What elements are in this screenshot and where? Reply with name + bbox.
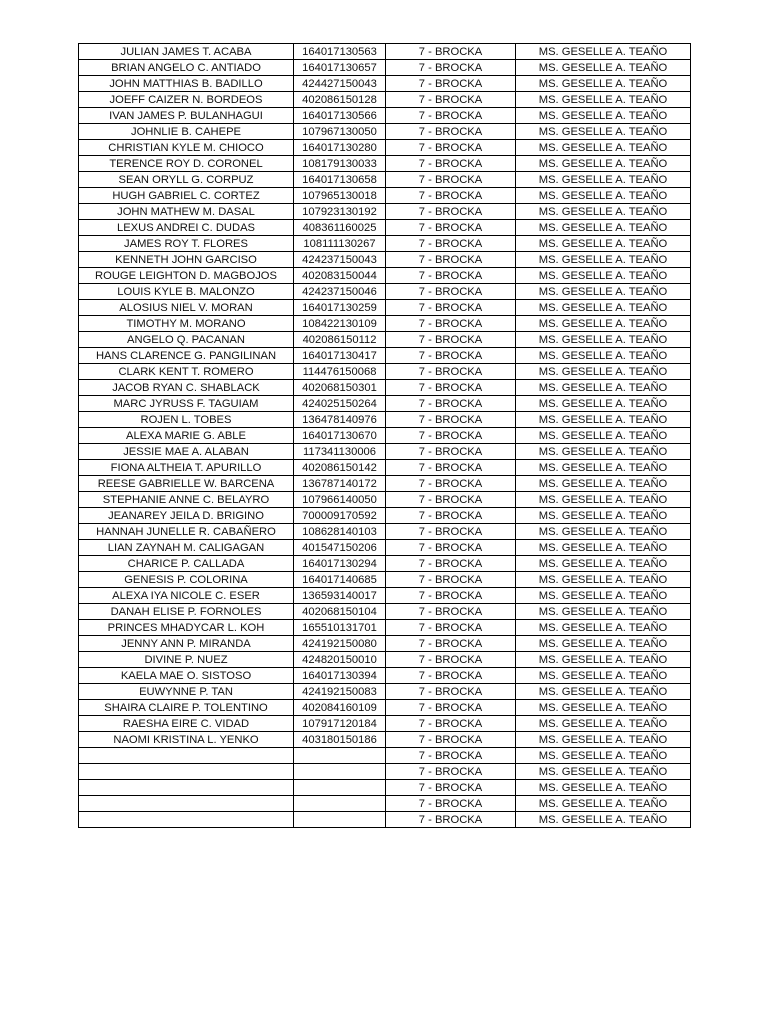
- section-cell: 7 - BROCKA: [386, 284, 516, 300]
- lrn-cell: 402086150128: [294, 92, 386, 108]
- lrn-cell: 402068150301: [294, 380, 386, 396]
- student-name-cell: HUGH GABRIEL C. CORTEZ: [79, 188, 294, 204]
- adviser-cell: MS. GESELLE A. TEAÑO: [516, 252, 691, 268]
- lrn-cell: 136478140976: [294, 412, 386, 428]
- adviser-cell: MS. GESELLE A. TEAÑO: [516, 60, 691, 76]
- adviser-cell: MS. GESELLE A. TEAÑO: [516, 588, 691, 604]
- table-row: [79, 236, 691, 252]
- student-name-cell: TIMOTHY M. MORANO: [79, 316, 294, 332]
- lrn-cell: 117341130006: [294, 444, 386, 460]
- section-cell: 7 - BROCKA: [386, 332, 516, 348]
- student-name-cell: ALEXA IYA NICOLE C. ESER: [79, 588, 294, 604]
- adviser-cell: MS. GESELLE A. TEAÑO: [516, 220, 691, 236]
- adviser-cell: MS. GESELLE A. TEAÑO: [516, 300, 691, 316]
- student-name-cell: JACOB RYAN C. SHABLACK: [79, 380, 294, 396]
- student-name-cell: LOUIS KYLE B. MALONZO: [79, 284, 294, 300]
- table-row: [79, 716, 691, 732]
- adviser-cell: MS. GESELLE A. TEAÑO: [516, 620, 691, 636]
- student-name-cell: ROJEN L. TOBES: [79, 412, 294, 428]
- adviser-cell: MS. GESELLE A. TEAÑO: [516, 652, 691, 668]
- table-row: [79, 748, 691, 764]
- student-name-cell: ALOSIUS NIEL V. MORAN: [79, 300, 294, 316]
- table-row: [79, 172, 691, 188]
- table-row: [79, 460, 691, 476]
- adviser-cell: MS. GESELLE A. TEAÑO: [516, 780, 691, 796]
- table-row: [79, 556, 691, 572]
- lrn-cell: 107965130018: [294, 188, 386, 204]
- section-cell: 7 - BROCKA: [386, 508, 516, 524]
- student-name-cell: DIVINE P. NUEZ: [79, 652, 294, 668]
- adviser-cell: MS. GESELLE A. TEAÑO: [516, 236, 691, 252]
- student-name-cell: [79, 748, 294, 764]
- adviser-cell: MS. GESELLE A. TEAÑO: [516, 492, 691, 508]
- table-row: [79, 300, 691, 316]
- student-name-cell: LIAN ZAYNAH M. CALIGAGAN: [79, 540, 294, 556]
- section-cell: 7 - BROCKA: [386, 92, 516, 108]
- adviser-cell: MS. GESELLE A. TEAÑO: [516, 156, 691, 172]
- student-name-cell: JOHN MATHEW M. DASAL: [79, 204, 294, 220]
- table-row: [79, 428, 691, 444]
- student-name-cell: PRINCES MHADYCAR L. KOH: [79, 620, 294, 636]
- adviser-cell: MS. GESELLE A. TEAÑO: [516, 412, 691, 428]
- lrn-cell: [294, 764, 386, 780]
- student-name-cell: FIONA ALTHEIA T. APURILLO: [79, 460, 294, 476]
- adviser-cell: MS. GESELLE A. TEAÑO: [516, 428, 691, 444]
- lrn-cell: 424427150043: [294, 76, 386, 92]
- lrn-cell: 424192150080: [294, 636, 386, 652]
- table-row: [79, 380, 691, 396]
- lrn-cell: [294, 812, 386, 828]
- table-row: [79, 604, 691, 620]
- student-name-cell: STEPHANIE ANNE C. BELAYRO: [79, 492, 294, 508]
- section-cell: 7 - BROCKA: [386, 780, 516, 796]
- lrn-cell: 164017130280: [294, 140, 386, 156]
- table-row: [79, 156, 691, 172]
- section-cell: 7 - BROCKA: [386, 204, 516, 220]
- section-cell: 7 - BROCKA: [386, 572, 516, 588]
- student-name-cell: BRIAN ANGELO C. ANTIADO: [79, 60, 294, 76]
- lrn-cell: 164017130670: [294, 428, 386, 444]
- lrn-cell: [294, 748, 386, 764]
- table-row: [79, 572, 691, 588]
- student-name-cell: ROUGE LEIGHTON D. MAGBOJOS: [79, 268, 294, 284]
- section-cell: 7 - BROCKA: [386, 140, 516, 156]
- adviser-cell: MS. GESELLE A. TEAÑO: [516, 732, 691, 748]
- adviser-cell: MS. GESELLE A. TEAÑO: [516, 268, 691, 284]
- lrn-cell: 164017130294: [294, 556, 386, 572]
- section-cell: 7 - BROCKA: [386, 540, 516, 556]
- student-name-cell: EUWYNNE P. TAN: [79, 684, 294, 700]
- lrn-cell: 164017130394: [294, 668, 386, 684]
- adviser-cell: MS. GESELLE A. TEAÑO: [516, 444, 691, 460]
- table-row: [79, 540, 691, 556]
- lrn-cell: 424192150083: [294, 684, 386, 700]
- adviser-cell: MS. GESELLE A. TEAÑO: [516, 636, 691, 652]
- student-name-cell: KAELA MAE O. SISTOSO: [79, 668, 294, 684]
- student-name-cell: JOHN MATTHIAS B. BADILLO: [79, 76, 294, 92]
- table-row: [79, 140, 691, 156]
- table-row: [79, 732, 691, 748]
- adviser-cell: MS. GESELLE A. TEAÑO: [516, 572, 691, 588]
- adviser-cell: MS. GESELLE A. TEAÑO: [516, 332, 691, 348]
- student-name-cell: LEXUS ANDREI C. DUDAS: [79, 220, 294, 236]
- adviser-cell: MS. GESELLE A. TEAÑO: [516, 540, 691, 556]
- adviser-cell: MS. GESELLE A. TEAÑO: [516, 364, 691, 380]
- section-cell: 7 - BROCKA: [386, 588, 516, 604]
- table-row: [79, 332, 691, 348]
- section-cell: 7 - BROCKA: [386, 412, 516, 428]
- lrn-cell: 164017130563: [294, 44, 386, 60]
- student-name-cell: ANGELO Q. PACANAN: [79, 332, 294, 348]
- section-cell: 7 - BROCKA: [386, 732, 516, 748]
- section-cell: 7 - BROCKA: [386, 620, 516, 636]
- section-cell: 7 - BROCKA: [386, 236, 516, 252]
- table-row: [79, 684, 691, 700]
- table-row: [79, 492, 691, 508]
- adviser-cell: MS. GESELLE A. TEAÑO: [516, 556, 691, 572]
- table-row: [79, 108, 691, 124]
- roster-body: [79, 44, 691, 828]
- lrn-cell: 402086150112: [294, 332, 386, 348]
- section-cell: 7 - BROCKA: [386, 316, 516, 332]
- table-row: [79, 780, 691, 796]
- adviser-cell: MS. GESELLE A. TEAÑO: [516, 172, 691, 188]
- table-row: [79, 284, 691, 300]
- student-name-cell: JULIAN JAMES T. ACABA: [79, 44, 294, 60]
- adviser-cell: MS. GESELLE A. TEAÑO: [516, 764, 691, 780]
- section-cell: 7 - BROCKA: [386, 668, 516, 684]
- student-name-cell: [79, 812, 294, 828]
- student-name-cell: SHAIRA CLAIRE P. TOLENTINO: [79, 700, 294, 716]
- student-name-cell: JEANAREY JEILA D. BRIGINO: [79, 508, 294, 524]
- section-cell: 7 - BROCKA: [386, 156, 516, 172]
- lrn-cell: 164017130259: [294, 300, 386, 316]
- lrn-cell: 107967130050: [294, 124, 386, 140]
- adviser-cell: MS. GESELLE A. TEAÑO: [516, 204, 691, 220]
- lrn-cell: 402083150044: [294, 268, 386, 284]
- student-name-cell: SEAN ORYLL G. CORPUZ: [79, 172, 294, 188]
- student-name-cell: CHRISTIAN KYLE M. CHIOCO: [79, 140, 294, 156]
- table-row: [79, 188, 691, 204]
- lrn-cell: 165510131701: [294, 620, 386, 636]
- lrn-cell: 164017140685: [294, 572, 386, 588]
- student-name-cell: JOHNLIE B. CAHEPE: [79, 124, 294, 140]
- adviser-cell: MS. GESELLE A. TEAÑO: [516, 188, 691, 204]
- section-cell: 7 - BROCKA: [386, 172, 516, 188]
- lrn-cell: 108422130109: [294, 316, 386, 332]
- student-name-cell: JAMES ROY T. FLORES: [79, 236, 294, 252]
- lrn-cell: 401547150206: [294, 540, 386, 556]
- section-cell: 7 - BROCKA: [386, 700, 516, 716]
- table-row: [79, 60, 691, 76]
- section-cell: 7 - BROCKA: [386, 44, 516, 60]
- lrn-cell: [294, 780, 386, 796]
- section-cell: 7 - BROCKA: [386, 364, 516, 380]
- lrn-cell: 402068150104: [294, 604, 386, 620]
- section-cell: 7 - BROCKA: [386, 108, 516, 124]
- lrn-cell: 424237150046: [294, 284, 386, 300]
- section-cell: 7 - BROCKA: [386, 60, 516, 76]
- student-name-cell: ALEXA MARIE G. ABLE: [79, 428, 294, 444]
- table-row: [79, 444, 691, 460]
- student-name-cell: [79, 764, 294, 780]
- student-name-cell: CHARICE P. CALLADA: [79, 556, 294, 572]
- table-row: [79, 412, 691, 428]
- table-row: [79, 316, 691, 332]
- section-cell: 7 - BROCKA: [386, 124, 516, 140]
- student-name-cell: [79, 780, 294, 796]
- adviser-cell: MS. GESELLE A. TEAÑO: [516, 396, 691, 412]
- table-row: [79, 396, 691, 412]
- table-row: [79, 220, 691, 236]
- lrn-cell: 402084160109: [294, 700, 386, 716]
- section-cell: 7 - BROCKA: [386, 556, 516, 572]
- student-name-cell: HANNAH JUNELLE R. CABAÑERO: [79, 524, 294, 540]
- table-row: [79, 764, 691, 780]
- lrn-cell: 164017130417: [294, 348, 386, 364]
- adviser-cell: MS. GESELLE A. TEAÑO: [516, 604, 691, 620]
- section-cell: 7 - BROCKA: [386, 748, 516, 764]
- section-cell: 7 - BROCKA: [386, 652, 516, 668]
- lrn-cell: 164017130566: [294, 108, 386, 124]
- section-cell: 7 - BROCKA: [386, 812, 516, 828]
- student-name-cell: CLARK KENT T. ROMERO: [79, 364, 294, 380]
- student-name-cell: JOEFF CAIZER N. BORDEOS: [79, 92, 294, 108]
- lrn-cell: 136787140172: [294, 476, 386, 492]
- adviser-cell: MS. GESELLE A. TEAÑO: [516, 92, 691, 108]
- table-row: [79, 508, 691, 524]
- section-cell: 7 - BROCKA: [386, 684, 516, 700]
- adviser-cell: MS. GESELLE A. TEAÑO: [516, 812, 691, 828]
- adviser-cell: MS. GESELLE A. TEAÑO: [516, 76, 691, 92]
- table-row: [79, 652, 691, 668]
- student-name-cell: JENNY ANN P. MIRANDA: [79, 636, 294, 652]
- lrn-cell: 424025150264: [294, 396, 386, 412]
- adviser-cell: MS. GESELLE A. TEAÑO: [516, 700, 691, 716]
- lrn-cell: 108111130267: [294, 236, 386, 252]
- adviser-cell: MS. GESELLE A. TEAÑO: [516, 748, 691, 764]
- adviser-cell: MS. GESELLE A. TEAÑO: [516, 316, 691, 332]
- lrn-cell: 108179130033: [294, 156, 386, 172]
- student-name-cell: HANS CLARENCE G. PANGILINAN: [79, 348, 294, 364]
- adviser-cell: MS. GESELLE A. TEAÑO: [516, 44, 691, 60]
- lrn-cell: 403180150186: [294, 732, 386, 748]
- lrn-cell: 424237150043: [294, 252, 386, 268]
- section-cell: 7 - BROCKA: [386, 764, 516, 780]
- section-cell: 7 - BROCKA: [386, 76, 516, 92]
- lrn-cell: 408361160025: [294, 220, 386, 236]
- lrn-cell: 107917120184: [294, 716, 386, 732]
- student-name-cell: RAESHA EIRE C. VIDAD: [79, 716, 294, 732]
- adviser-cell: MS. GESELLE A. TEAÑO: [516, 124, 691, 140]
- adviser-cell: MS. GESELLE A. TEAÑO: [516, 716, 691, 732]
- student-name-cell: NAOMI KRISTINA L. YENKO: [79, 732, 294, 748]
- table-row: [79, 668, 691, 684]
- lrn-cell: 108628140103: [294, 524, 386, 540]
- table-row: [79, 92, 691, 108]
- lrn-cell: 164017130657: [294, 60, 386, 76]
- section-cell: 7 - BROCKA: [386, 396, 516, 412]
- table-row: [79, 268, 691, 284]
- adviser-cell: MS. GESELLE A. TEAÑO: [516, 796, 691, 812]
- student-name-cell: IVAN JAMES P. BULANHAGUI: [79, 108, 294, 124]
- section-cell: 7 - BROCKA: [386, 716, 516, 732]
- section-cell: 7 - BROCKA: [386, 300, 516, 316]
- section-cell: 7 - BROCKA: [386, 268, 516, 284]
- section-cell: 7 - BROCKA: [386, 636, 516, 652]
- table-row: [79, 76, 691, 92]
- section-cell: 7 - BROCKA: [386, 604, 516, 620]
- student-name-cell: KENNETH JOHN GARCISO: [79, 252, 294, 268]
- table-row: [79, 476, 691, 492]
- student-name-cell: JESSIE MAE A. ALABAN: [79, 444, 294, 460]
- adviser-cell: MS. GESELLE A. TEAÑO: [516, 284, 691, 300]
- section-cell: 7 - BROCKA: [386, 460, 516, 476]
- student-name-cell: DANAH ELISE P. FORNOLES: [79, 604, 294, 620]
- section-cell: 7 - BROCKA: [386, 348, 516, 364]
- student-name-cell: REESE GABRIELLE W. BARCENA: [79, 476, 294, 492]
- section-cell: 7 - BROCKA: [386, 428, 516, 444]
- lrn-cell: 700009170592: [294, 508, 386, 524]
- table-row: [79, 636, 691, 652]
- table-row: [79, 620, 691, 636]
- table-row: [79, 796, 691, 812]
- lrn-cell: [294, 796, 386, 812]
- section-cell: 7 - BROCKA: [386, 220, 516, 236]
- lrn-cell: 107923130192: [294, 204, 386, 220]
- student-name-cell: TERENCE ROY D. CORONEL: [79, 156, 294, 172]
- table-row: [79, 124, 691, 140]
- section-cell: 7 - BROCKA: [386, 476, 516, 492]
- section-cell: 7 - BROCKA: [386, 188, 516, 204]
- section-cell: 7 - BROCKA: [386, 492, 516, 508]
- lrn-cell: 107966140050: [294, 492, 386, 508]
- section-cell: 7 - BROCKA: [386, 252, 516, 268]
- adviser-cell: MS. GESELLE A. TEAÑO: [516, 684, 691, 700]
- student-name-cell: GENESIS P. COLORINA: [79, 572, 294, 588]
- table-row: [79, 812, 691, 828]
- section-cell: 7 - BROCKA: [386, 796, 516, 812]
- student-roster-table: [78, 43, 691, 828]
- section-cell: 7 - BROCKA: [386, 524, 516, 540]
- lrn-cell: 402086150142: [294, 460, 386, 476]
- lrn-cell: 114476150068: [294, 364, 386, 380]
- adviser-cell: MS. GESELLE A. TEAÑO: [516, 348, 691, 364]
- adviser-cell: MS. GESELLE A. TEAÑO: [516, 508, 691, 524]
- adviser-cell: MS. GESELLE A. TEAÑO: [516, 476, 691, 492]
- table-row: [79, 700, 691, 716]
- table-row: [79, 204, 691, 220]
- lrn-cell: 164017130658: [294, 172, 386, 188]
- section-cell: 7 - BROCKA: [386, 380, 516, 396]
- adviser-cell: MS. GESELLE A. TEAÑO: [516, 140, 691, 156]
- section-cell: 7 - BROCKA: [386, 444, 516, 460]
- table-row: [79, 524, 691, 540]
- adviser-cell: MS. GESELLE A. TEAÑO: [516, 108, 691, 124]
- adviser-cell: MS. GESELLE A. TEAÑO: [516, 460, 691, 476]
- lrn-cell: 136593140017: [294, 588, 386, 604]
- adviser-cell: MS. GESELLE A. TEAÑO: [516, 524, 691, 540]
- student-name-cell: MARC JYRUSS F. TAGUIAM: [79, 396, 294, 412]
- table-row: [79, 588, 691, 604]
- student-name-cell: [79, 796, 294, 812]
- table-row: [79, 348, 691, 364]
- adviser-cell: MS. GESELLE A. TEAÑO: [516, 668, 691, 684]
- table-row: [79, 44, 691, 60]
- table-row: [79, 364, 691, 380]
- table-row: [79, 252, 691, 268]
- lrn-cell: 424820150010: [294, 652, 386, 668]
- adviser-cell: MS. GESELLE A. TEAÑO: [516, 380, 691, 396]
